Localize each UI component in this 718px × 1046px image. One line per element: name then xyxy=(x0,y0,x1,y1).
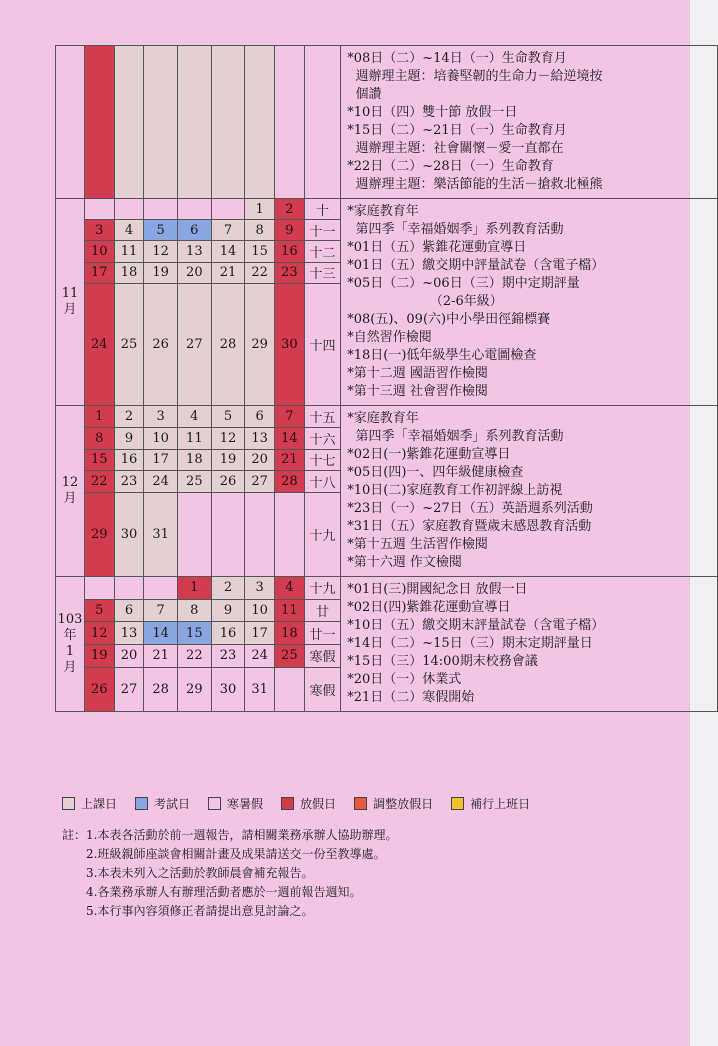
week-number: 十六 xyxy=(304,427,341,449)
nov-day-cell xyxy=(144,199,178,220)
note-line: *10日（五）繳交期末評量試卷（含電子檔） xyxy=(347,618,605,633)
month-label-part: 1 xyxy=(65,644,75,659)
dec-day-cell: 26 xyxy=(211,471,245,493)
week-number: 十九 xyxy=(304,493,341,577)
week-number: 十 xyxy=(304,199,341,220)
oct-day-column xyxy=(84,46,114,199)
oct-day-column xyxy=(245,46,275,199)
dec-day-cell: 11 xyxy=(178,427,212,449)
jan-day-cell: 15 xyxy=(178,622,212,645)
jan-day-cell: 21 xyxy=(144,645,178,668)
note-line: *15日（二）~21日（一）生命教育月 xyxy=(347,123,567,138)
nov-day-cell: 2 xyxy=(275,199,305,220)
dec-day-cell: 7 xyxy=(275,406,305,428)
jan-day-cell xyxy=(114,577,144,600)
legend xyxy=(62,795,530,812)
jan-day-cell: 5 xyxy=(84,599,114,622)
nov-day-cell xyxy=(211,199,245,220)
note-line: 第四季「幸福婚姻季」系列教育活動 xyxy=(347,429,564,444)
nov-day-cell: 1 xyxy=(245,199,275,220)
note-line: 第四季「幸福婚姻季」系列教育活動 xyxy=(347,222,564,237)
nov-day-cell: 26 xyxy=(144,283,178,405)
legend-label: 補行上班日 xyxy=(470,797,531,811)
legend-item xyxy=(62,795,117,812)
note-line: *20日（一）休業式 xyxy=(347,672,462,687)
dec-day-cell: 4 xyxy=(178,406,212,428)
month-label-part: 月 xyxy=(63,302,77,317)
nov-day-cell: 22 xyxy=(245,262,275,283)
dec-day-cell: 27 xyxy=(245,471,275,493)
month-label-part: 月 xyxy=(63,660,77,675)
note-line: *第十五週 生活習作檢閱 xyxy=(347,537,488,552)
dec-day-cell: 2 xyxy=(114,406,144,428)
jan-day-cell: 12 xyxy=(84,622,114,645)
nov-day-cell: 10 xyxy=(84,241,114,262)
nov-day-cell: 5 xyxy=(144,220,178,241)
note-line: *10日(二)家庭教育工作初評線上訪視 xyxy=(347,483,563,498)
legend-swatch xyxy=(451,797,464,810)
jan-day-cell: 16 xyxy=(211,622,245,645)
jan-day-cell: 9 xyxy=(211,599,245,622)
nov-day-cell: 20 xyxy=(178,262,212,283)
dec-day-cell: 31 xyxy=(144,493,178,577)
nov-day-cell: 17 xyxy=(84,262,114,283)
note-line: *05日（二）~06日（三）期中定期評量 xyxy=(347,276,580,291)
note-line: *家庭教育年 xyxy=(347,411,419,426)
jan-day-cell: 14 xyxy=(144,622,178,645)
jan-week-row xyxy=(56,577,718,600)
week-number: 十八 xyxy=(304,471,341,493)
legend-swatch xyxy=(208,797,221,810)
jan-day-cell: 19 xyxy=(84,645,114,668)
dec-day-cell: 16 xyxy=(114,449,144,471)
legend-label: 考試日 xyxy=(154,797,191,811)
nov-week-row xyxy=(56,199,718,220)
nov-day-cell: 11 xyxy=(114,241,144,262)
nov-day-cell xyxy=(178,199,212,220)
jan-day-cell: 18 xyxy=(275,622,305,645)
dec-week-row xyxy=(56,406,718,428)
notes-cell xyxy=(341,406,718,577)
note-line: （2-6年級） xyxy=(347,294,503,309)
note-line: *自然習作檢閱 xyxy=(347,330,432,345)
legend-item xyxy=(451,795,530,812)
footer-line: 3.本表未列入之活動於教師晨會補充報告。 xyxy=(86,866,314,880)
oct-day-column xyxy=(211,46,245,199)
note-line: 週辦理主題：樂活節能的生活－搶救北極熊 xyxy=(347,177,603,192)
month-label-part: 年 xyxy=(63,628,77,643)
legend-item xyxy=(281,795,336,812)
jan-day-cell: 7 xyxy=(144,599,178,622)
nov-day-cell: 6 xyxy=(178,220,212,241)
dec-day-cell: 22 xyxy=(84,471,114,493)
note-line: *08(五)、09(六)中小學田徑錦標賽 xyxy=(347,312,551,327)
dec-day-cell: 20 xyxy=(245,449,275,471)
note-line: *01日(三)開國紀念日 放假一日 xyxy=(347,582,528,597)
note-line: 個讚 xyxy=(347,87,382,102)
legend-item xyxy=(135,795,190,812)
nov-day-cell: 7 xyxy=(211,220,245,241)
jan-day-cell: 10 xyxy=(245,599,275,622)
note-line: *第十三週 社會習作檢閱 xyxy=(347,384,488,399)
dec-day-cell: 25 xyxy=(178,471,212,493)
footer-notes xyxy=(62,826,397,921)
school-calendar-table xyxy=(55,45,718,712)
nov-day-cell: 28 xyxy=(211,283,245,405)
note-line: *15日（三）14:00期末校務會議 xyxy=(347,654,538,669)
footer-line: 2.班級親師座談會相關計畫及成果請送交一份至教導處。 xyxy=(86,847,386,861)
note-line: *05日(四)一、四年級健康檢查 xyxy=(347,465,524,480)
nov-day-cell: 27 xyxy=(178,283,212,405)
dec-day-cell: 1 xyxy=(84,406,114,428)
jan-day-cell: 26 xyxy=(84,667,114,711)
jan-day-cell: 8 xyxy=(178,599,212,622)
dec-day-cell: 29 xyxy=(84,493,114,577)
jan-day-cell: 31 xyxy=(245,667,275,711)
nov-day-cell: 3 xyxy=(84,220,114,241)
legend-item xyxy=(208,795,263,812)
legend-item xyxy=(354,795,433,812)
nov-day-cell: 25 xyxy=(114,283,144,405)
dec-day-cell: 18 xyxy=(178,449,212,471)
legend-swatch xyxy=(135,797,148,810)
notes-cell xyxy=(341,199,718,406)
legend-label: 上課日 xyxy=(81,797,118,811)
footer-line: 5.本行事內容須修正者請提出意見討論之。 xyxy=(86,904,314,918)
legend-swatch xyxy=(281,797,294,810)
nov-day-cell: 21 xyxy=(211,262,245,283)
nov-day-cell: 15 xyxy=(245,241,275,262)
note-line: *23日（一）~27日（五）英語週系列活動 xyxy=(347,501,593,516)
month-label xyxy=(56,577,85,712)
footer-row xyxy=(62,826,397,921)
dec-day-cell: 3 xyxy=(144,406,178,428)
dec-day-cell: 10 xyxy=(144,427,178,449)
note-line: *18日(一)低年級學生心電圖檢查 xyxy=(347,348,537,363)
jan-day-cell: 4 xyxy=(275,577,305,600)
jan-day-cell: 11 xyxy=(275,599,305,622)
nov-day-cell: 30 xyxy=(275,283,305,405)
month-label xyxy=(56,199,85,406)
dec-day-cell xyxy=(178,493,212,577)
legend-label: 放假日 xyxy=(300,797,337,811)
nov-day-cell: 19 xyxy=(144,262,178,283)
note-line: 週辦理主題：培養堅韌的生命力－給逆境按 xyxy=(347,69,603,84)
legend-label: 調整放假日 xyxy=(373,797,434,811)
week-number: 寒假 xyxy=(304,645,341,668)
note-line: *10日（四）雙十節 放假一日 xyxy=(347,105,518,120)
dec-day-cell: 19 xyxy=(211,449,245,471)
dec-day-cell: 17 xyxy=(144,449,178,471)
footer-prefix: 註： xyxy=(62,828,87,842)
dec-day-cell: 12 xyxy=(211,427,245,449)
nov-day-cell xyxy=(114,199,144,220)
nov-day-cell: 4 xyxy=(114,220,144,241)
jan-day-cell: 28 xyxy=(144,667,178,711)
note-line: *第十六週 作文檢閱 xyxy=(347,555,462,570)
footer-lines xyxy=(86,826,397,921)
note-line: *01日（五）繳交期中評量試卷（含電子檔） xyxy=(347,258,605,273)
week-empty xyxy=(304,46,341,199)
jan-day-cell: 20 xyxy=(114,645,144,668)
notes-cell xyxy=(341,46,718,199)
legend-label: 寒暑假 xyxy=(227,797,264,811)
jan-day-cell: 27 xyxy=(114,667,144,711)
jan-day-cell: 24 xyxy=(245,645,275,668)
oct-day-column xyxy=(178,46,212,199)
note-line: *02日(四)紫錐花運動宣導日 xyxy=(347,600,511,615)
jan-day-cell: 1 xyxy=(178,577,212,600)
dec-day-cell: 6 xyxy=(245,406,275,428)
week-number: 十九 xyxy=(304,577,341,600)
jan-day-cell: 23 xyxy=(211,645,245,668)
week-number: 十三 xyxy=(304,262,341,283)
oct-day-column xyxy=(275,46,305,199)
nov-day-cell xyxy=(84,199,114,220)
dec-day-cell xyxy=(211,493,245,577)
month-label-part: 11 xyxy=(61,286,79,301)
jan-day-cell: 25 xyxy=(275,645,305,668)
dec-day-cell: 8 xyxy=(84,427,114,449)
note-line: *08日（二）~14日（一）生命教育月 xyxy=(347,51,567,66)
nov-day-cell: 13 xyxy=(178,241,212,262)
jan-day-cell: 17 xyxy=(245,622,275,645)
dec-day-cell: 24 xyxy=(144,471,178,493)
dec-day-cell xyxy=(245,493,275,577)
dec-day-cell: 23 xyxy=(114,471,144,493)
nov-day-cell: 18 xyxy=(114,262,144,283)
legend-swatch xyxy=(354,797,367,810)
dec-day-cell: 28 xyxy=(275,471,305,493)
week-number: 十二 xyxy=(304,241,341,262)
jan-day-cell xyxy=(84,577,114,600)
note-line: *第十二週 國語習作檢閱 xyxy=(347,366,488,381)
oct-day-column xyxy=(114,46,144,199)
month-label-part: 103 xyxy=(57,612,83,627)
note-line: *21日（二）寒假開始 xyxy=(347,690,475,705)
week-number: 十一 xyxy=(304,220,341,241)
dec-day-cell: 5 xyxy=(211,406,245,428)
jan-day-cell: 22 xyxy=(178,645,212,668)
jan-day-cell: 30 xyxy=(211,667,245,711)
month-label-part: 月 xyxy=(63,491,77,506)
jan-day-cell: 13 xyxy=(114,622,144,645)
note-line: *01日（五）紫錐花運動宣導日 xyxy=(347,240,527,255)
footer-line: 4.各業務承辦人有辦理活動者應於一週前報告週知。 xyxy=(86,885,362,899)
nov-day-cell: 9 xyxy=(275,220,305,241)
dec-day-cell xyxy=(275,493,305,577)
nov-day-cell: 14 xyxy=(211,241,245,262)
jan-day-cell: 3 xyxy=(245,577,275,600)
nov-day-cell: 8 xyxy=(245,220,275,241)
legend-swatch xyxy=(62,797,75,810)
dec-day-cell: 21 xyxy=(275,449,305,471)
note-line: *22日（二）~28日（一）生命教育 xyxy=(347,159,554,174)
notes-cell xyxy=(341,577,718,712)
month-label xyxy=(56,406,85,577)
jan-day-cell: 29 xyxy=(178,667,212,711)
week-number: 十四 xyxy=(304,283,341,405)
dec-day-cell: 14 xyxy=(275,427,305,449)
nov-day-cell: 24 xyxy=(84,283,114,405)
nov-day-cell: 16 xyxy=(275,241,305,262)
month-label-part: 12 xyxy=(61,475,79,490)
footer-line: 1.本表各活動於前一週報告，請相關業務承辦人協助辦理。 xyxy=(86,828,398,842)
week-number: 廿 xyxy=(304,599,341,622)
week-number: 十五 xyxy=(304,406,341,428)
jan-day-cell: 6 xyxy=(114,599,144,622)
note-line: *31日（五）家庭教育暨歲末感恩教育活動 xyxy=(347,519,592,534)
jan-day-cell xyxy=(275,667,305,711)
note-line: 週辦理主題：社會關懷－愛一直都在 xyxy=(347,141,564,156)
week-number: 寒假 xyxy=(304,667,341,711)
note-line: *02日(一)紫錐花運動宣導日 xyxy=(347,447,511,462)
note-line: *14日（二）~15日（三）期末定期評量日 xyxy=(347,636,593,651)
jan-day-cell xyxy=(144,577,178,600)
week-number: 十七 xyxy=(304,449,341,471)
oct-day-column xyxy=(144,46,178,199)
jan-day-cell: 2 xyxy=(211,577,245,600)
note-line: *家庭教育年 xyxy=(347,204,419,219)
dec-day-cell: 9 xyxy=(114,427,144,449)
nov-day-cell: 23 xyxy=(275,262,305,283)
nov-day-cell: 12 xyxy=(144,241,178,262)
dec-day-cell: 30 xyxy=(114,493,144,577)
dec-day-cell: 15 xyxy=(84,449,114,471)
dec-day-cell: 13 xyxy=(245,427,275,449)
nov-day-cell: 29 xyxy=(245,283,275,405)
month-label-empty xyxy=(56,46,85,199)
oct-row xyxy=(56,46,718,199)
week-number: 廿一 xyxy=(304,622,341,645)
